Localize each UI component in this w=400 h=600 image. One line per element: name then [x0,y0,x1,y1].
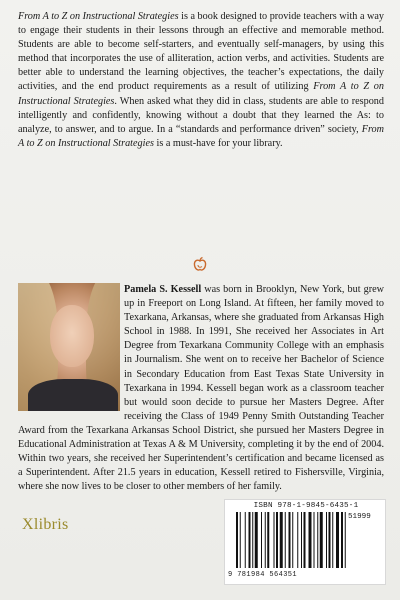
barcode-icon [232,512,380,570]
bio-text: was born in Brooklyn, New York, but grew up in Freeport on Long Island. At fifteen, her family moved to Texarkana, Arkansas, where she graduated from Arkansas High School in 1988. In 1991, She received her Associates in Art Degree from Texarkana Community College with an emphasis in Journalism. She went on to receive her Bachelor of Science in Secondary Education from East Texas State University in Texarkana in 1994. Kessell began work as a classroom teacher but would soon decide to pursue her Masters Degree. After receiving the Class of 1949 Penny Smith Outstanding Teacher Award from the Texarkana Arkansas School District, she pursued her Masters Degree in Educational Administration at Texas A & M University, completing it by the end of 2004. Within two years, she received her Superintendent’s certification and became licensed as a Superintendent. After 21.5 years in education, Kessell retired to Fishersville, Virginia, where she now lives to be closer to other members of her family. [18,284,384,493]
apple-ornament-icon [192,256,208,272]
book-title: From A to Z on Instructional Strategies [18,123,384,149]
blurb-text: . When asked what they did in class, students are able to respond intelligently and confidently, knowing without a doubt that they learned the As: to analyze, to answer, and to argue. In a “standards and performance driven” society, [18,95,384,135]
book-blurb [18,10,384,151]
blurb-text: is a book designed to provide teachers with a way to engage their students in their lessons through an effective and memorable method. Students are able to become self-starters, and eventually self-managers, by using this method that incorporates the use of alliteration, action verbs, and activities. Students are better able to understand the learning objectives, the teacher’s expectations, the daily activities, and the end product requirements as a result of utilizing [18,11,384,93]
price-code: 51999 [348,513,371,521]
book-title: From A to Z on Instructional Strategies [18,81,384,107]
book-title: From A to Z on Instructional Strategies [18,11,179,22]
publisher-logo: Xlibris [22,516,69,533]
blurb-text: is a must-have for your library. [153,137,283,149]
author-name: Pamela S. Kessell [124,284,202,295]
barcode-digits: 9 781984 564351 [228,571,298,579]
isbn-label: ISBN 978-1-9845-6435-1 [253,502,359,510]
author-bio [18,283,384,494]
